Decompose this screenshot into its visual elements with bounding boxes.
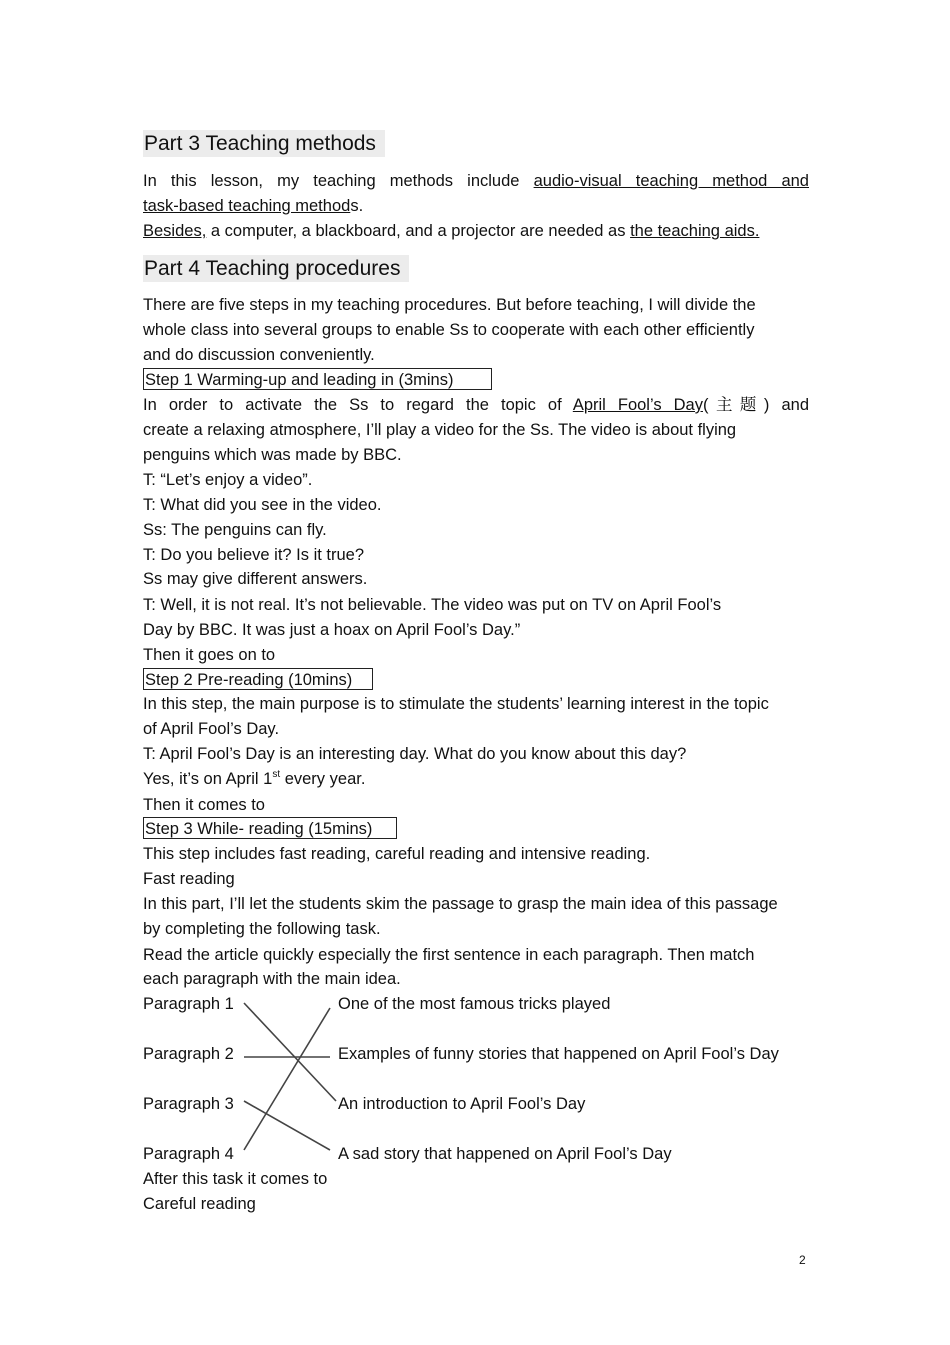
step3-line: This step includes fast reading, careful reading and intensive reading.	[143, 845, 651, 863]
main-idea: A sad story that happened on April Fool’s Day	[338, 1145, 672, 1163]
part4-intro-line: There are five steps in my teaching procedures. But before teaching, I will divide the	[143, 296, 756, 314]
step1-title: Step 1 Warming-up and leading in (3mins)	[143, 368, 492, 390]
ordinal-suffix: st	[272, 769, 281, 780]
step1-line: T: Well, it is not real. It’s not believable. The video was put on TV on April Fool’s	[143, 596, 722, 614]
step1-line: Ss: The penguins can fly.	[143, 521, 327, 539]
part3-line2-suffix: s.	[350, 197, 364, 215]
page-number: 2	[799, 1253, 806, 1267]
step1-line: create a relaxing atmosphere, I’ll play a video for the Ss. The video is about flying	[143, 421, 737, 439]
part3-line3-text: a computer, a blackboard, and a projector are needed as	[206, 222, 631, 240]
step1-line: T: What did you see in the video.	[143, 496, 382, 514]
step3-line: each paragraph with the main idea.	[143, 970, 401, 988]
step1-line	[143, 394, 809, 416]
paragraph-label: Paragraph 4	[143, 1145, 234, 1163]
step1-line1-text: In order to activate the Ss to regard the topic of	[143, 396, 562, 414]
step3-line: Read the article quickly especially the first sentence in each paragraph. Then match	[143, 946, 755, 964]
step1-topic	[573, 396, 770, 414]
step2-yes-end: every year.	[280, 770, 366, 788]
step3-careful: Careful reading	[143, 1195, 256, 1213]
part3-line1	[143, 170, 809, 192]
teaching-aids: the teaching aids.	[630, 222, 760, 240]
step3-line: In this part, I’ll let the students skim the passage to grasp the main idea of this passage	[143, 895, 778, 913]
step3-title: Step 3 While- reading (15mins)	[143, 817, 397, 839]
step3-line: Fast reading	[143, 870, 235, 888]
step1-line: Day by BBC. It was just a hoax on April Fool’s Day.”	[143, 621, 521, 639]
match-line-p1	[244, 1003, 336, 1101]
step2-title: Step 2 Pre-reading (10mins)	[143, 668, 373, 690]
step2-then: Then it comes to	[143, 796, 265, 814]
teaching-method-2: task-based teaching method	[143, 197, 351, 215]
match-line-p3	[244, 1101, 330, 1150]
step1-line: T: “Let’s enjoy a video”.	[143, 471, 313, 489]
topic-april-fools-day: April Fool’s Day	[572, 396, 703, 414]
step1-line: penguins which was made by BBC.	[143, 446, 402, 464]
paragraph-label: Paragraph 3	[143, 1095, 234, 1113]
besides-word: Besides,	[143, 222, 207, 240]
step1-line: Then it goes on to	[143, 646, 276, 664]
topic-chinese-label: (主题)	[703, 396, 770, 414]
step2-line: of April Fool’s Day.	[143, 720, 280, 738]
step1-line: T: Do you believe it? Is it true?	[143, 546, 365, 564]
step2-yes-line	[143, 768, 365, 790]
part3-line2	[143, 195, 363, 217]
match-line-p4	[244, 1008, 330, 1150]
main-idea: One of the most famous tricks played	[338, 995, 611, 1013]
step2-line: T: April Fool’s Day is an interesting day. What do you know about this day?	[143, 745, 687, 763]
step2-yes-text: Yes, it’s on April 1	[143, 770, 273, 788]
teaching-method-1: audio-visual teaching method and	[533, 172, 809, 190]
part3-line3	[143, 220, 759, 242]
main-idea: Examples of funny stories that happened on April Fool’s Day	[338, 1045, 779, 1063]
main-idea: An introduction to April Fool’s Day	[338, 1095, 586, 1113]
paragraph-label: Paragraph 1	[143, 995, 234, 1013]
paragraph-label: Paragraph 2	[143, 1045, 234, 1063]
part3-heading: Part 3 Teaching methods	[143, 130, 385, 157]
step3-line: by completing the following task.	[143, 920, 381, 938]
step2-line: In this step, the main purpose is to stimulate the students’ learning interest in the topic	[143, 695, 769, 713]
part4-intro-line: whole class into several groups to enable Ss to cooperate with each other efficiently	[143, 321, 755, 339]
part3-line1-text: In this lesson, my teaching methods include	[143, 172, 520, 190]
part4-heading: Part 4 Teaching procedures	[143, 255, 409, 282]
part4-intro-line: and do discussion conveniently.	[143, 346, 375, 364]
step1-line: Ss may give different answers.	[143, 570, 368, 588]
step1-line1-end: and	[781, 396, 809, 414]
step3-after: After this task it comes to	[143, 1170, 328, 1188]
